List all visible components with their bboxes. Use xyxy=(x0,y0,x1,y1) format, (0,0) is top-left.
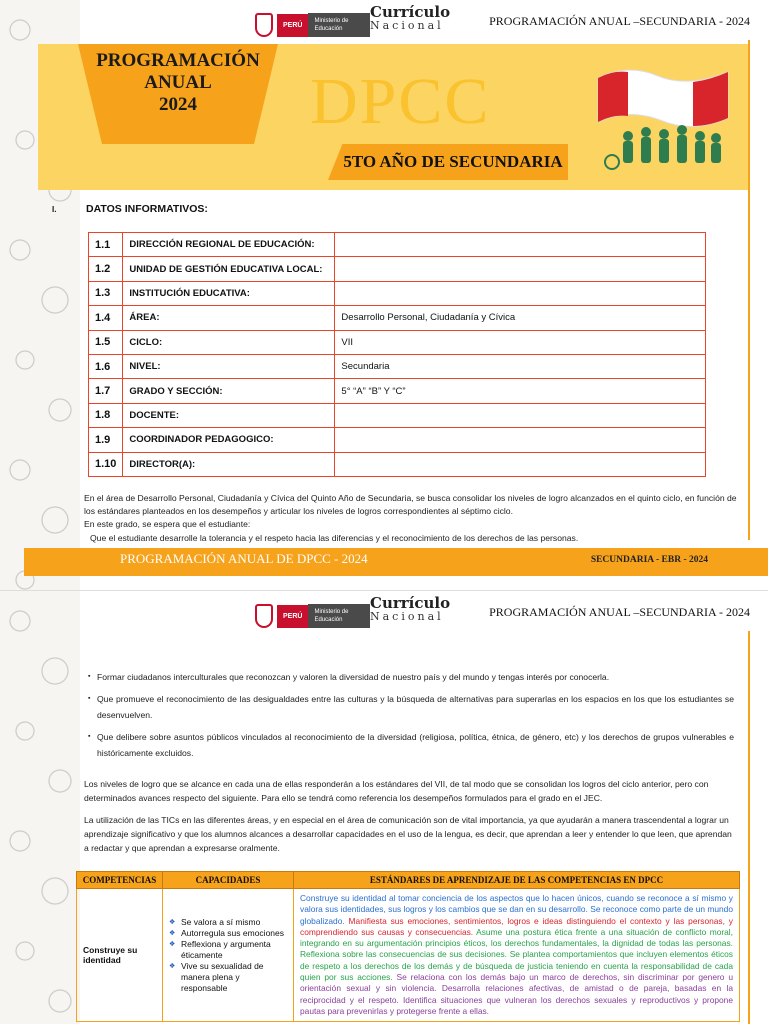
orange-border-line xyxy=(748,631,750,1024)
datos-table xyxy=(88,232,706,477)
table-row xyxy=(89,403,706,427)
curriculo-line2: Nacional xyxy=(370,19,444,32)
row-num: 1.5 xyxy=(89,330,123,354)
curriculo-logo xyxy=(370,594,451,623)
peru-label: PERÚ xyxy=(277,605,308,628)
section-title xyxy=(52,203,208,215)
doodle-background xyxy=(0,591,80,1024)
curriculo-line1: Currículo xyxy=(370,3,451,21)
row-value: VII xyxy=(335,330,706,354)
estandar-cell xyxy=(294,889,740,1022)
banner-big-text: DPCC xyxy=(310,65,491,138)
row-label: GRADO Y SECCIÓN: xyxy=(123,379,335,403)
capacidades-cell xyxy=(163,889,294,1022)
header-competencias: COMPETENCIAS xyxy=(77,872,163,889)
capacidades-list xyxy=(169,917,287,994)
gob-logo xyxy=(255,10,370,40)
row-num: 1.2 xyxy=(89,257,123,281)
grado-text: 5TO AÑO DE SECUNDARIA xyxy=(343,152,563,171)
row-value xyxy=(335,403,706,427)
row-label: INSTITUCIÓN EDUCATIVA: xyxy=(123,281,335,305)
curriculo-logo xyxy=(370,3,451,32)
row-value: Secundaria xyxy=(335,354,706,378)
competencias-table xyxy=(76,871,740,1022)
row-label: ÁREA: xyxy=(123,306,335,330)
table-row xyxy=(89,379,706,403)
section-title-text: DATOS INFORMATIVOS: xyxy=(86,203,208,215)
row-value xyxy=(335,452,706,476)
estandar-relations: Se relaciona con los demás bajo un marco de derechos, sin discriminar por genero u orientación sexual y sin violencia. Desarrolla relaciones afectivas, de amistad o de pareja, basadas en la reciprocidad y el respeto. Identifica situaciones que vulneran los derechos sexuales y reproductivos y propone pautas para prevenirlas y protegerse frente a ellas. xyxy=(300,972,733,1016)
list-item: ❖ Reflexiona y argumenta éticamente xyxy=(169,939,287,961)
peru-label: PERÚ xyxy=(277,14,308,37)
row-value xyxy=(335,281,706,305)
curriculo-line2: Nacional xyxy=(370,610,444,623)
header-title: PROGRAMACIÓN ANUAL –SECUNDARIA - 2024 xyxy=(489,14,750,28)
row-num: 1.6 xyxy=(89,354,123,378)
table-row xyxy=(89,452,706,476)
row-value: 5° “A” “B” Y “C” xyxy=(335,379,706,403)
estandar-emotions: Manifiesta sus emociones, sentimientos, logros e ideas distinguiendo el contexto y las personas, y comprendiendo sus causas y consecuencias. xyxy=(300,915,733,937)
estandar-identity: Construye su identidad al tomar conciencia de los aspectos que lo hacen únicos, cuando se reconoce a sí mismo y valora sus identidades, sus logros y los cambios que se dan en su desarrollo. Se reconoce como parte de un mundo globalizado. xyxy=(300,893,733,926)
table-row xyxy=(89,233,706,257)
list-item: ❖ Autorregula sus emociones xyxy=(169,928,287,939)
section-number: I. xyxy=(52,205,57,214)
intro-bullet: Que el estudiante desarrolle la tolerancia y el respeto hacia las diferencias y el reconocimiento de los derechos de las personas. xyxy=(90,533,579,543)
table-row xyxy=(89,306,706,330)
header-title: PROGRAMACIÓN ANUAL –SECUNDARIA - 2024 xyxy=(489,605,750,619)
coat-of-arms-icon xyxy=(255,604,273,628)
prog-line1: PROGRAMACIÓN xyxy=(96,50,260,71)
row-num: 1.10 xyxy=(89,452,123,476)
list-item: ❖ Vive su sexualidad de manera plena y responsable xyxy=(169,961,287,994)
competencia-cell: Construye su identidad xyxy=(77,889,163,1022)
row-value xyxy=(335,428,706,452)
estandar-ethics: Asume una postura ética frente a una situación de conflicto moral, integrando en su argumentación principios éticos, los derechos fundamentales, la dignidad de todas las personas. Reflexiona sobre las consecuencias de sus decisiones. Se plantea comportamientos que incluyen elementos éticos de respeto a los derechos de los demás y de búsqueda de justicia teniendo en cuenta la responsabilidad de cada quien por sus acciones. xyxy=(300,926,733,983)
title-banner xyxy=(38,44,748,190)
table-header-row xyxy=(77,872,740,889)
table-row xyxy=(89,354,706,378)
tics-paragraph: La utilización de las TICs en las diferentes áreas, y en especial en el área de comunicación son de vital importancia, ya que ayudarán a manera trascendental a lograr un aprendizaje significativo y que los alumnos alcances a desarrollar capacidades en el uso de la lengua, es decir, que aprendan a leer y entender lo que leen, que aprendan a redactar y que aprendan a expresarse oralmente. xyxy=(84,815,732,853)
row-label: DIRECCIÓN REGIONAL DE EDUCACIÓN: xyxy=(123,233,335,257)
list-item: ▪ Que promueve el reconocimiento de las desigualdades entre las culturas y la búsqueda de alternativas para superarlas en los espacios en los que los estudiantes se desenvuelven. xyxy=(88,691,734,723)
row-num: 1.9 xyxy=(89,428,123,452)
page-2 xyxy=(0,590,768,1024)
objectives-list xyxy=(88,669,734,767)
prog-line3: 2024 xyxy=(159,94,197,115)
row-value xyxy=(335,257,706,281)
row-num: 1.3 xyxy=(89,281,123,305)
footer-right: SECUNDARIA - EBR - 2024 xyxy=(590,555,708,565)
table-row xyxy=(89,330,706,354)
row-num: 1.4 xyxy=(89,306,123,330)
coat-of-arms-icon xyxy=(255,13,273,37)
prog-title xyxy=(78,50,278,116)
list-item: ▪ Formar ciudadanos interculturales que reconozcan y valoren la diversidad de nuestro país y del mundo y tengas interés por conocerla. xyxy=(88,669,734,685)
table-row xyxy=(89,428,706,452)
row-value: Desarrollo Personal, Ciudadanía y Cívica xyxy=(335,306,706,330)
list-item: ▪ Que delibere sobre asuntos públicos vinculados al reconocimiento de la diversidad (religiosa, política, étnica, de género, etc) y los derechos de grupos vulnerables e históricamente excluidos. xyxy=(88,729,734,761)
row-label: CICLO: xyxy=(123,330,335,354)
ministry-label: Ministerio de Educación xyxy=(308,13,370,37)
intro-paragraph: En el área de Desarrollo Personal, Ciudadanía y Cívica del Quinto Año de Secundaria, se busca consolidar los niveles de logro alcanzados en el quinto ciclo, en función de los estándares planteados en los desempeños y articular los niveles de logros correspondientes al séptimo ciclo. xyxy=(84,493,737,516)
orange-border-line xyxy=(748,40,750,540)
table-row xyxy=(89,257,706,281)
ministry-label: Ministerio de Educación xyxy=(308,604,370,628)
niveles-paragraph: Los niveles de logro que se alcance en cada una de ellas responderán a los estándares del VII, de tal modo que se consolidan los logros del ciclo anterior, pero con determinados avances respecto del siguiente. Para ello se tendrá como referencia los desempeños formulados para el grado en el JEC. xyxy=(84,779,709,803)
table-row xyxy=(77,889,740,1022)
gob-logo xyxy=(255,601,370,631)
row-num: 1.8 xyxy=(89,403,123,427)
intro-expect: En este grado, se espera que el estudiante: xyxy=(84,519,251,529)
row-label: NIVEL: xyxy=(123,354,335,378)
header-estandares: ESTÁNDARES DE APRENDIZAJE DE LAS COMPETENCIAS EN DPCC xyxy=(294,872,740,889)
row-label: COORDINADOR PEDAGOGICO: xyxy=(123,428,335,452)
row-num: 1.1 xyxy=(89,233,123,257)
footer-left: PROGRAMACIÓN ANUAL DE DPCC - 2024 xyxy=(120,551,368,566)
row-label: DIRECTOR(A): xyxy=(123,452,335,476)
list-item: ❖ Se valora a sí mismo xyxy=(169,917,287,928)
row-value xyxy=(335,233,706,257)
table-row xyxy=(89,281,706,305)
row-label: UNIDAD DE GESTIÓN EDUCATIVA LOCAL: xyxy=(123,257,335,281)
curriculo-line1: Currículo xyxy=(370,594,451,612)
row-num: 1.7 xyxy=(89,379,123,403)
row-label: DOCENTE: xyxy=(123,403,335,427)
prog-line2: ANUAL xyxy=(144,72,212,93)
header-capacidades: CAPACIDADES xyxy=(163,872,294,889)
peru-flag-illustration xyxy=(588,58,738,178)
